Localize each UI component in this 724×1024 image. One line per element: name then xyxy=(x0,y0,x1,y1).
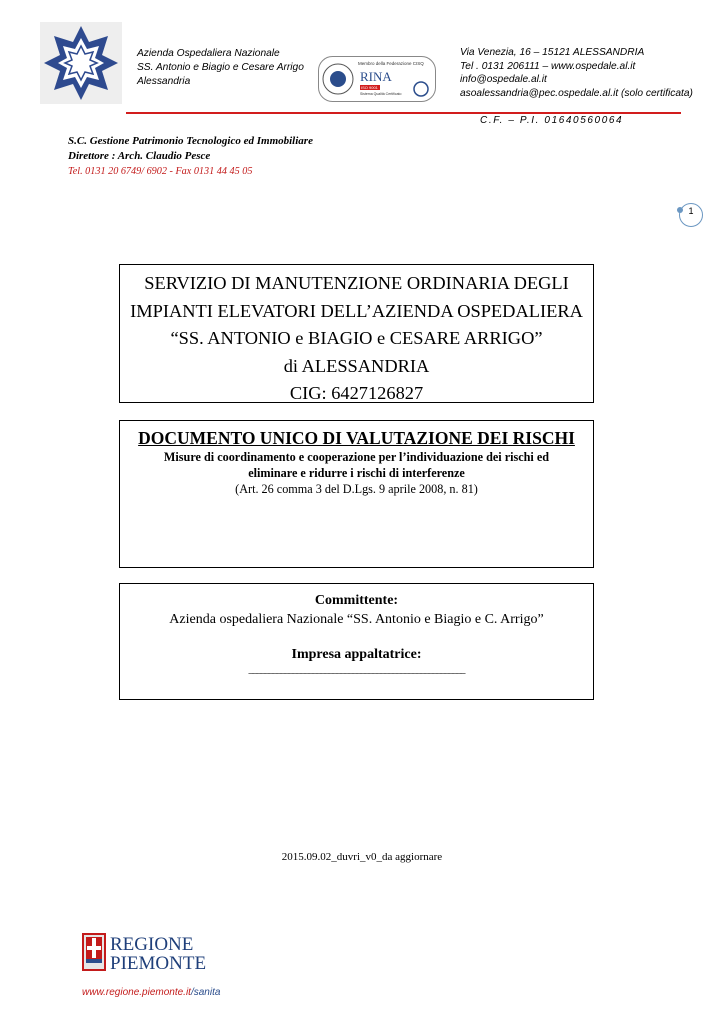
department-name: S.C. Gestione Patrimonio Tecnologico ed Immobiliare xyxy=(68,135,313,147)
svg-text:PIEMONTE: PIEMONTE xyxy=(110,953,207,973)
client-value: Azienda ospedaliera Nazionale “SS. Antonio e Biagio e C. Arrigo” xyxy=(169,612,544,627)
department-block xyxy=(68,134,313,179)
service-title-line: “SS. ANTONIO e BIAGIO e CESARE ARRIGO” xyxy=(170,328,543,348)
document-version: 2015.09.02_duvri_v0_da aggiornare xyxy=(281,851,443,863)
region-website-link[interactable]: www.regione.piemonte.it/sanita xyxy=(82,987,221,998)
legal-reference: (Art. 26 comma 3 del D.Lgs. 9 aprile 2008, n. 81) xyxy=(235,482,478,496)
svg-text:REGIONE: REGIONE xyxy=(110,934,194,955)
cig-code: CIG: 6427126827 xyxy=(289,383,424,403)
department-phone: Tel. 0131 20 6749/ 6902 - Fax 0131 44 45 05 xyxy=(68,166,253,177)
page-number: 1 xyxy=(679,203,703,227)
document-subtitle: eliminare e ridurre i rischi di interferenze xyxy=(248,466,465,480)
document-subtitle: Misure di coordinamento e cooperazione per l’individuazione dei rischi ed xyxy=(163,450,550,464)
service-title-line: di ALESSANDRIA xyxy=(283,355,430,376)
service-title-line: SERVIZIO DI MANUTENZIONE ORDINARIA DEGLI xyxy=(144,273,569,293)
client-label: Committente: xyxy=(314,593,399,608)
contractor-label: Impresa appaltatrice: xyxy=(291,647,422,662)
svg-text:Sistema Qualità Certificato: Sistema Qualità Certificato xyxy=(360,92,402,96)
rina-certification-logo xyxy=(318,56,436,102)
hospital-logo xyxy=(40,22,122,104)
contractor-value: ______________________________________________________ xyxy=(248,664,465,675)
svg-text:ISO 9001: ISO 9001 xyxy=(361,85,378,90)
duvri-box xyxy=(119,420,594,568)
document-title: DOCUMENTO UNICO DI VALUTAZIONE DEI RISCHI xyxy=(138,428,575,448)
header-divider xyxy=(126,112,681,114)
regione-piemonte-logo xyxy=(82,931,232,973)
parties-box xyxy=(119,583,594,700)
svg-text:Membro della Federazione CISQ: Membro della Federazione CISQ xyxy=(358,61,424,66)
service-title-box xyxy=(119,264,594,403)
organization-name: Azienda Ospedaliera Nazionale SS. Antonio e Biagio e Cesare Arrigo Alessandria xyxy=(137,48,304,87)
contact-info: Via Venezia, 16 – 15121 ALESSANDRIA Tel . 0131 206111 – www.ospedale.al.it info@ospedale.al.it asoalessandria@pec.ospedale.al.it (solo certificata) xyxy=(460,47,693,99)
tax-code: C.F. – P.I. 01640560064 xyxy=(480,115,624,126)
service-title-line: IMPIANTI ELEVATORI DELL’AZIENDA OSPEDALIERA xyxy=(130,300,583,321)
svg-text:RINA: RINA xyxy=(360,69,392,84)
department-director: Direttore : Arch. Claudio Pesce xyxy=(68,150,211,162)
